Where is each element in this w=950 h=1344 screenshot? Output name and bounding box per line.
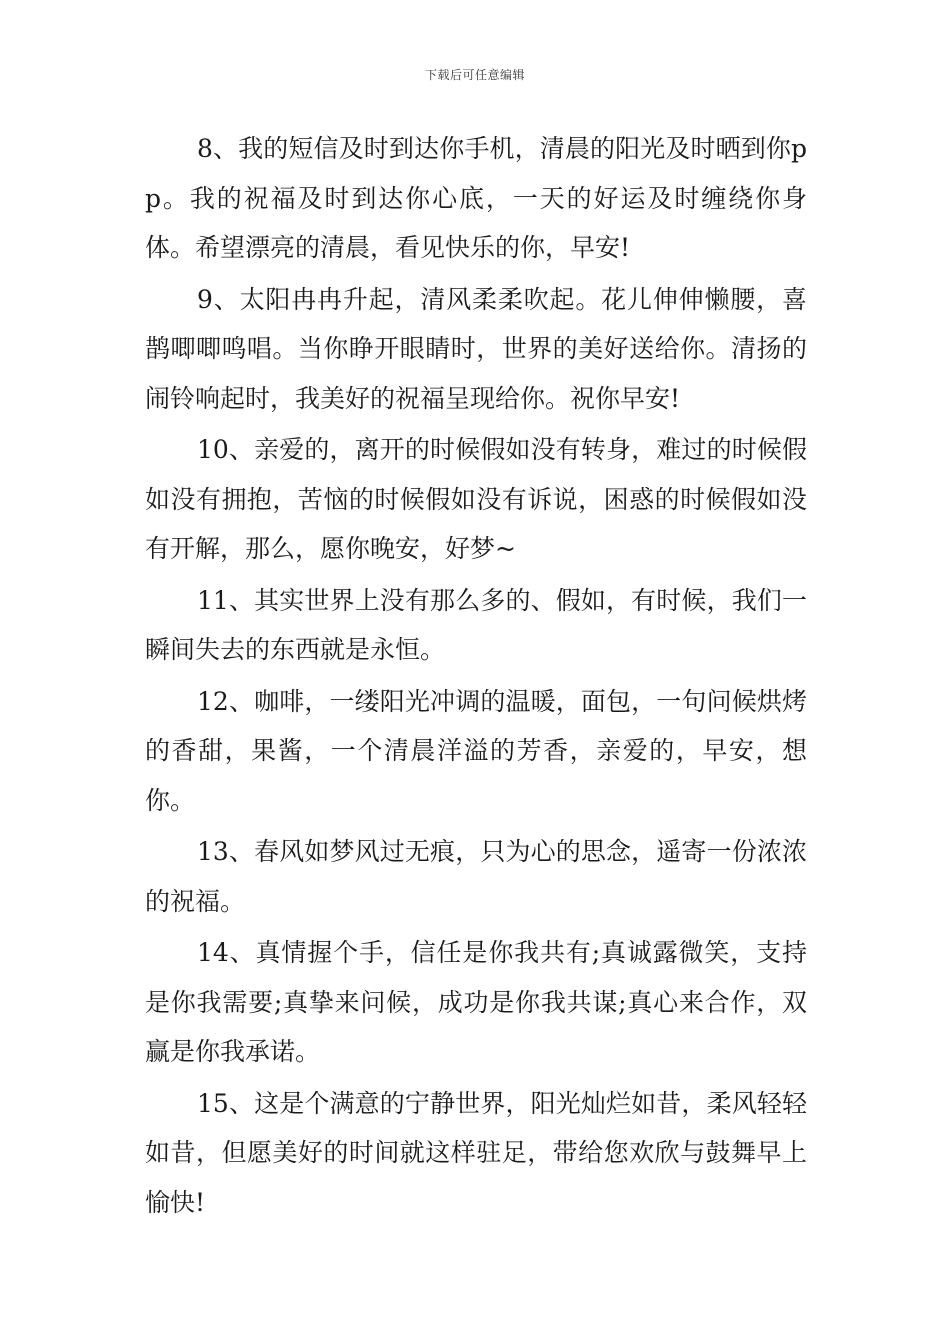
document-body <box>145 124 807 1229</box>
paragraph-13: 13、春风如梦风过无痕，只为心的思念，遥寄一份浓浓的祝福。 <box>145 837 807 916</box>
paragraph-14: 14、真情握个手，信任是你我共有;真诚露微笑，支持是你我需要;真挚来问候，成功是你我共谋;真心来合作，双赢是你我承诺。 <box>145 938 807 1066</box>
paragraph-8: 8、我的短信及时到达你手机，清晨的阳光及时晒到你pp。我的祝福及时到达你心底，一天的好运及时缠绕你身体。希望漂亮的清晨，看见快乐的你，早安! <box>145 134 807 262</box>
page-header-note: 下载后可任意编辑 <box>424 68 525 82</box>
paragraph-11: 11、其实世界上没有那么多的、假如，有时候，我们一瞬间失去的东西就是永恒。 <box>145 585 807 664</box>
paragraph-12: 12、咖啡，一缕阳光冲调的温暖，面包，一句问候烘烤的香甜，果酱，一个清晨洋溢的芳香，亲爱的，早安，想你。 <box>145 686 807 815</box>
paragraph-9: 9、太阳冉冉升起，清风柔柔吹起。花儿伸伸懒腰，喜鹊唧唧鸣唱。当你睁开眼睛时，世界的美好送给你。清扬的闹铃响起时，我美好的祝福呈现给你。祝你早安! <box>145 284 807 413</box>
paragraph-15: 15、这是个满意的宁静世界，阳光灿烂如昔，柔风轻轻如昔，但愿美好的时间就这样驻足，带给您欢欣与鼓舞早上愉快! <box>145 1088 807 1217</box>
paragraph-10: 10、亲爱的，离开的时候假如没有转身，难过的时候假如没有拥抱，苦恼的时候假如没有诉说，困惑的时候假如没有开解，那么，愿你晚安，好梦~ <box>145 435 807 563</box>
